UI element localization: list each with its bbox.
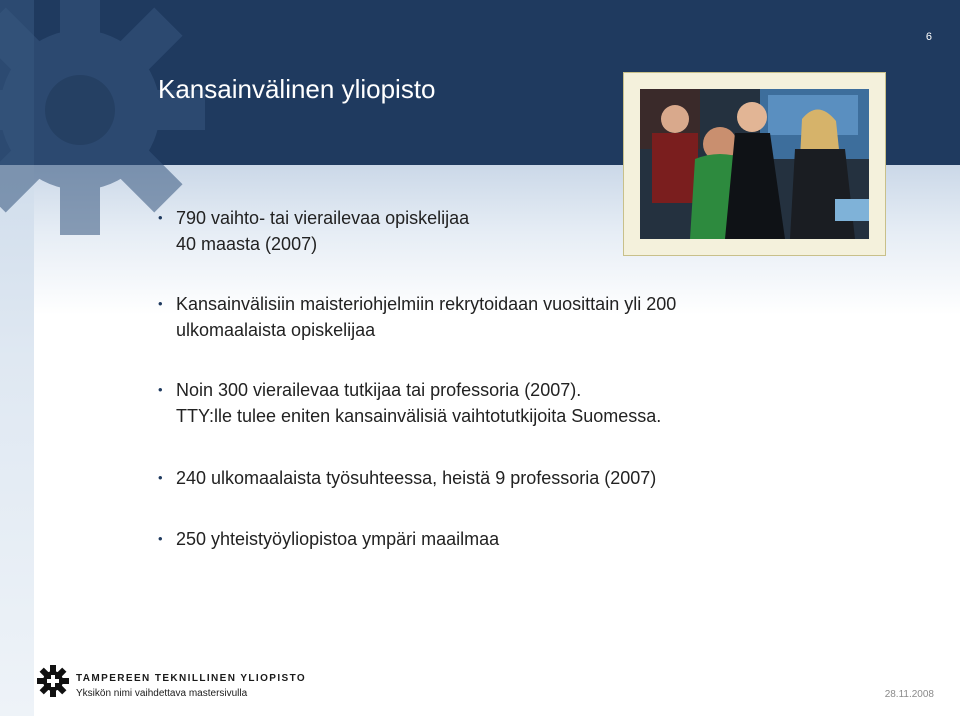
bullet-line: Noin 300 vierailevaa tutkijaa tai professoria (2007).	[176, 380, 582, 400]
bullet-line: TTY:lle tulee eniten kansainvälisiä vaihtotutkijoita Suomessa.	[176, 406, 662, 426]
bullet-text	[176, 377, 796, 429]
bullet-line: 250 yhteistyöyliopistoa ympäri maailmaa	[176, 529, 500, 549]
footer-date: 28.11.2008	[884, 689, 934, 700]
bullet-text	[176, 205, 796, 257]
bullet-line: 40 maasta (2007)	[176, 234, 318, 254]
university-logo-icon	[36, 664, 70, 698]
bullet-text	[176, 526, 796, 552]
bullet-line: ulkomaalaista opiskelijaa	[176, 320, 376, 340]
page-number: 6	[925, 31, 932, 43]
bullet-line: 240 ulkomaalaista työsuhteessa, heistä 9 professoria (2007)	[176, 468, 657, 488]
footer-university-name: TAMPEREEN TEKNILLINEN YLIOPISTO	[76, 673, 307, 684]
slide-title: Kansainvälinen yliopisto	[158, 74, 436, 104]
footer-subtitle: Yksikön nimi vaihdettava mastersivulla	[76, 688, 248, 699]
bullet-line: 790 vaihto- tai vierailevaa opiskelijaa	[176, 208, 470, 228]
bullet-glyph: •	[158, 296, 163, 311]
bullet-line: Kansainvälisiin maisteriohjelmiin rekrytoidaan vuosittain yli 200	[176, 294, 677, 314]
bullet-text	[176, 465, 796, 491]
bullet-glyph: •	[158, 382, 163, 397]
bullet-glyph: •	[158, 531, 163, 546]
bullet-glyph: •	[158, 210, 163, 225]
bullet-glyph: •	[158, 470, 163, 485]
bullet-text	[176, 291, 796, 343]
